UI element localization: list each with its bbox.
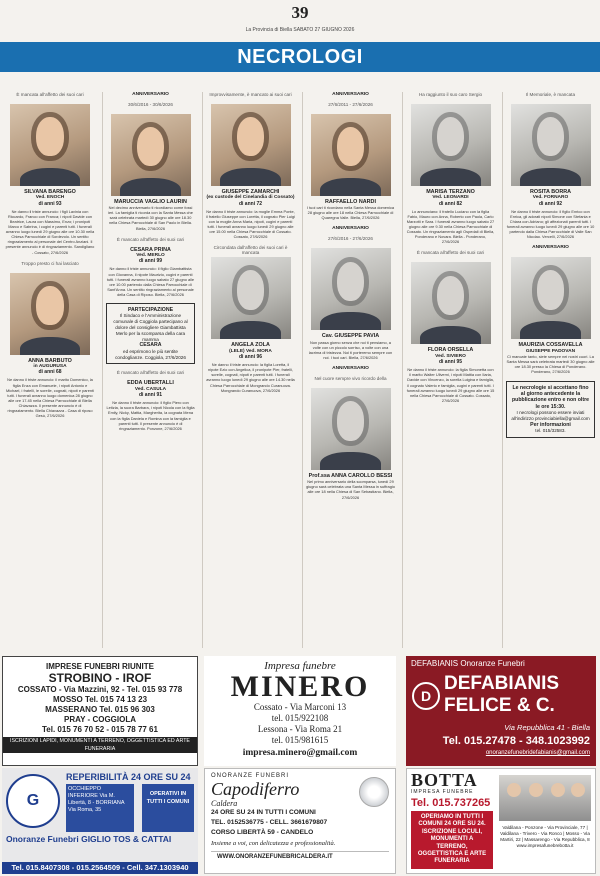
deceased-age: di anni 91 — [138, 392, 163, 399]
deceased-age: di anni 92 — [538, 200, 563, 207]
notice-text: Ci mancate tanto, siete sempre nei nostri cuori. La Santa Messa sarà celebrata martedì 30 giugno alle ore 18.30 presso la Chiesa di Ponderano. Ponderano, 27/6/2026 — [506, 354, 595, 375]
deceased-subtitle: Ved. ENOCH — [35, 195, 65, 201]
notice-heading: ANNIVERSARIO — [332, 366, 369, 372]
section-title: NECROLOGI — [0, 42, 600, 72]
ad-capodiferro[interactable] — [204, 768, 396, 874]
obituary-notice — [506, 245, 595, 374]
notice-column — [502, 92, 598, 648]
notice-heading: Troppo presto ci hai lasciato — [21, 260, 79, 266]
ad-botta-contact: Valdilana - Ponzone - Via Provinciale, 77 | Valdilana - Trivero - Via Ronco | Mosso - Via Martiri, 22 | Massarengo - Via Repubblica, 8 www.impresafunebrebotta.it — [500, 825, 590, 848]
notice-box-footer: ed esprimono le più sentite condoglianze. Coggiola, 27/6/2026 — [115, 348, 186, 360]
notice-heading: ANNIVERSARIO — [332, 92, 369, 97]
notice-heading: Improvvisamente, è mancato ai suoi cari — [209, 92, 292, 97]
notice-text: I tuoi cari ti ricordano nella Santa Messa domenica 28 giugno alle ore 18 nella Chiesa Parrocchiale di Quaregna Valle. Biella, 27/6/2026 — [306, 205, 395, 221]
notice-box-footer: tel. 015/32583. — [535, 428, 566, 434]
staff-photo — [499, 775, 591, 821]
deceased-name: MAURIZIA COSSAVELLA — [518, 342, 583, 349]
obituary-notice — [306, 92, 395, 220]
dateline: La Provincia di Biella SABATO 27 GIUGNO 2026 — [245, 27, 355, 33]
ad-capodiferro-name: Capodiferro — [211, 779, 300, 799]
obituary-notice — [106, 370, 195, 430]
notice-heading: ANNIVERSARIO — [132, 92, 169, 97]
deceased-name: SILVANA BARENGO — [24, 189, 76, 195]
ad-strobino-row3: MASSERANO Tel. 015 96 303 — [45, 705, 155, 714]
portrait-photo — [211, 104, 291, 186]
deceased-subtitle: (LELE) Ved. MORA — [229, 348, 272, 354]
ad-defabianis-tel: Tel. 015.27478 - 348.1023992 — [442, 735, 590, 747]
notice-heading-sub: 27/6/2011 - 27/6/2026 — [328, 102, 373, 107]
deceased-name: GIUSEPPE ZAMARCHI — [221, 189, 280, 195]
notice-heading: È mancato all'affetto dei suoi cari — [116, 370, 185, 376]
deceased-name: FLORA ORSELLA — [427, 347, 474, 354]
ad-botta[interactable] — [406, 768, 596, 874]
deceased-age: di anni 95 — [438, 359, 463, 366]
ad-strobino[interactable] — [2, 656, 198, 766]
notice-box-title: PARTECIPAZIONE — [127, 307, 174, 314]
ad-minero-l2: tel. 015/922108 — [271, 713, 329, 723]
portrait-photo — [111, 114, 191, 196]
ad-capodiferro-l3: CORSO LIBERTÀ 59 - CANDELO — [211, 829, 314, 836]
deceased-age: di anni 68 — [38, 369, 62, 376]
notice-text: Lo annunciano: il fratello Luciano con la figlia Fabio, Mauro con Anna, Roberto con Paola, Carlo Marzotti e Sara. I funerali avranno luogo sabato 27 giugno alle ore 9.30 nella Chiesa Parrocchiale di Cossato. Un ringraziamento agli Ospedali di Biella, Ponderano e Novara. Biella - Ponderano, 27/6/2026 — [406, 208, 495, 245]
ad-minero-name: MINERO — [230, 670, 370, 703]
notice-heading: Ha raggiunto il suo caro Sergio — [418, 92, 483, 97]
page-header — [0, 0, 600, 42]
deceased-age: di anni 99 — [138, 258, 163, 265]
notice-box-text: I necrologi possono essere inviati all'indirizzo provinciabiella@gmail.com — [511, 410, 590, 421]
ad-minero-l1: Cossato - Via Marconi 13 — [253, 702, 347, 712]
ad-strobino-row4: PRAY - COGGIOLA — [63, 715, 136, 724]
portrait-photo — [411, 104, 491, 186]
ad-giglio-square: OPERATIVI IN TUTTI I COMUNI — [142, 784, 194, 832]
deceased-name: MARISA TERZANO — [426, 189, 475, 195]
notice-heading: È mancato all'affetto dei suoi cari — [116, 236, 185, 242]
portrait-photo — [311, 114, 391, 196]
flower-icon — [359, 777, 389, 807]
ad-defabianis-name: DEFABIANIS FELICE & C. — [444, 673, 560, 716]
ad-giglio-name: Onoranze Funebri GIGLIO TOS & CATTAI — [6, 834, 172, 844]
portrait-photo — [511, 257, 591, 339]
notice-text: Nel primo anniversario della scomparsa, lunedì 29 giugno sarà celebrata una Santa Messa in suffragio alle ore 18 nella Chiesa di San Sebastiano. Biella, 27/6/2026 — [306, 479, 395, 500]
deceased-subtitle: Ved. FORNARO — [532, 195, 569, 201]
notice-heading: ANNIVERSARIO — [332, 226, 369, 232]
ad-capodiferro-l2: TEL. 0152536775 - CELL. 3661679807 — [211, 819, 328, 826]
ad-minero[interactable] — [204, 656, 396, 766]
deceased-age: di anni 72 — [238, 200, 263, 207]
deceased-age: di anni 82 — [438, 200, 463, 207]
deceased-name: Cav. GIUSEPPE PAVIA — [321, 333, 380, 340]
deceased-subtitle: (ex custode del Cinelandia di Cossato) — [206, 195, 295, 201]
deceased-name: RAFFAELLO NARDI — [325, 199, 376, 205]
deceased-name: Prof.ssa ANNA CAROLLO BESSI — [308, 473, 393, 480]
ad-giglio[interactable] — [2, 768, 198, 874]
deceased-name: ROSITA BORRA — [529, 189, 572, 195]
ad-strobino-line1: IMPRESE FUNEBRI RIUNITE — [45, 662, 154, 671]
deceased-name: MARUCCIA VAGLIO LAURIN — [114, 199, 187, 205]
notice-box-title: Le necrologie si accettano fino al giorno antecedente la pubblicazione entro e non oltre le ore 15:30. — [512, 384, 589, 410]
notice-column — [2, 92, 98, 648]
portrait-photo — [511, 104, 591, 186]
ad-capodiferro-top: ONORANZE FUNEBRI — [211, 773, 290, 779]
notice-column — [202, 92, 298, 648]
portrait-photo — [311, 248, 391, 330]
ad-strobino-row2: MOSSO Tel. 015 74 13 23 — [52, 695, 148, 704]
notice-box-name: Per informazioni — [530, 421, 571, 428]
notice-heading: Il Memoriale, è mancata — [525, 92, 576, 97]
obituary-notice — [106, 237, 195, 297]
notice-column — [302, 92, 398, 648]
notice-heading-sub: 27/6/2016 - 27/6/2026 — [328, 236, 373, 242]
ad-botta-sub: IMPRESA FUNEBRE — [411, 789, 474, 795]
page-number: 39 — [291, 3, 309, 22]
ad-minero-email: impresa.minero@gmail.com — [242, 748, 358, 758]
notice-box — [506, 381, 595, 438]
ad-botta-name: BOTTA — [411, 770, 478, 790]
ad-capodiferro-name2: Caldera — [211, 799, 238, 808]
ad-strobino-name: STROBINO - IROF — [48, 671, 152, 685]
ad-giglio-tel: Tel. 015.8407308 - 015.2564509 - Cell. 347.1303940 — [2, 862, 198, 874]
portrait-photo — [211, 257, 291, 339]
notice-heading: È mancata all'affetto dei suoi cari — [16, 92, 84, 97]
portrait-photo — [10, 273, 90, 355]
obituary-notice — [5, 92, 95, 255]
notice-box-name: CESARA — [139, 342, 162, 349]
deceased-name: CESARA PRINA — [130, 246, 171, 253]
deceased-subtitle: GIUSEPPE PADOVAN — [525, 348, 576, 354]
ad-botta-tel: Tel. 015.737265 — [411, 797, 491, 809]
obituary-notice — [206, 92, 295, 239]
notice-heading-sub: Nel cuore sempre vivo ricordo della — [314, 376, 387, 382]
notice-column — [102, 92, 198, 648]
obituary-notice — [206, 245, 295, 392]
deceased-name: EDDA UBERTALLI — [127, 380, 174, 387]
notice-text: Ne danno il triste annuncio: il figlio Piero con Letizia, la suora Barbara, i nipoti Nicola con la figlia Emily, Nicky, Mattia, Margherita, la cognata Mena con la figlia Daniela e Romina con la famiglia e parenti tutti. Il presente annuncio è di ringraziamento. Ponzone, 27/6/2026 — [106, 400, 195, 431]
deceased-age: di anni 93 — [38, 200, 62, 207]
ad-botta-services: OPERIAMO IN TUTTI I COMUNI 24 ORE SU 24. ISCRIZIONE LOCULI, MONUMENTI A TERRENO, OGGETTISTICA E ARTE FUNERARIA — [411, 811, 493, 869]
ad-capodiferro-l1: 24 ORE SU 24 IN TUTTI I COMUNI — [211, 809, 316, 816]
obituary-notice — [5, 261, 95, 419]
notice-text: Ne danno il triste annuncio: la moglie Emma Ponte, il fratello Giuseppe con Loretta, il cognato Pier Luigi con la moglie Anna Maria, nipoti, cugini e parenti tutti. I funerali avranno luogo lunedì 29 giugno alle ore 15.00 nella Chiesa Parrocchiale di Cossato. Cossato, 27/6/2026 — [206, 208, 295, 240]
ad-strobino-row5: Tel. 015 76 70 52 - 015 78 77 61 — [42, 725, 158, 734]
deceased-subtitle: Ved. CASULA — [134, 386, 167, 392]
obituary-notice — [406, 92, 495, 244]
deceased-age: di anni 96 — [238, 354, 263, 361]
deceased-subtitle: Ved. SIVIERO — [435, 353, 466, 359]
notice-heading: È mancata all'affetto dei suoi cari — [416, 250, 485, 256]
deceased-subtitle: Ved. LEONARDI — [432, 195, 469, 201]
notice-text: Ne danno il triste annuncio: il figlio Giambattista con Giovanna, il nipote Maurizio, cugini e parenti tutti. I funerali avranno luogo sabato 27 giugno alle ore 10.00 partendo dalla Chiesa Parrocchiale di Sant'Anna. Un sentito ringraziamento al personale della Casa di Riposo. Biella, 27/6/2026 — [106, 266, 195, 297]
notice-text: Ne danno il triste annuncio: la figlia Simonetta con il marito Walter Uliverni, i nipoti Mattia con Ilaria, Davide con Vincenzo, la sorella Luigina e famiglia, il cognato Valerio e famiglia, cugini e parenti tutti. I funerali avranno luogo lunedì 29 giugno alle ore 15 nella Chiesa Parrocchiale di Cossato. Cossato, 27/6/2026 — [406, 367, 495, 403]
ad-defabianis-top: DEFABIANIS Onoranze Funebri — [411, 659, 525, 668]
deceased-name: ANGELA ZOLA — [231, 342, 270, 349]
ad-defabianis-street: Via Repubblica 41 - Biella — [504, 723, 590, 732]
ad-minero-script: Impresa funebre — [264, 660, 336, 672]
notice-column — [402, 92, 498, 648]
ad-capodiferro-slogan: Insieme a voi, con delicatezza e professionalità. — [211, 840, 336, 847]
ad-giglio-top: REPERIBILITÀ 24 ORE SU 24 — [66, 772, 191, 782]
notice-heading-sub: 30/6/2016 - 30/6/2026 — [128, 102, 173, 107]
ad-strobino-footer: ISCRIZIONI LAPIDI, MONUMENTI A TERRENO, OGGETTISTICA ED ARTE FUNERARIA — [3, 737, 197, 753]
portrait-photo — [311, 388, 391, 470]
obituary-notice — [306, 366, 395, 500]
giglio-logo-icon: G — [6, 774, 60, 828]
ad-giglio-box: OCCHIEPPO INFERIORE Via M. Libertà, 8 - BORRIANA Via Roma, 35 — [66, 784, 134, 832]
defabianis-logo-icon: D — [412, 682, 440, 710]
notice-heading: ANNIVERSARIO — [532, 245, 569, 251]
deceased-name: ANNA BARBUTO — [28, 357, 72, 364]
notice-heading: Circondata dall'affetto dei suoi cari è mancata — [213, 245, 288, 256]
portrait-photo — [10, 104, 90, 186]
obituary-notice — [306, 226, 395, 360]
notices-grid — [0, 92, 600, 648]
ad-strobino-row1: COSSATO - Via Mazzini, 92 - Tel. 015 93 778 — [17, 685, 183, 694]
obituary-notice — [406, 250, 495, 402]
notice-text: Non passa giorno senza che noi ti pensiamo, a volte con un piccolo sorriso, a volte con una lacrima di tristezza. Noi ti porteremo sempre con noi. I tuoi cari. Biella, 27/6/2026 — [308, 339, 393, 360]
notice-text: Ne danno il triste annuncio: i figli Lavinia con Riccardo, Franco con Franca; i nipoti Davide con Beatrice, Laura con Massimo, Enzo; i pronipoti Marco e Sabrina, i cugini e parenti tutti. I funerali avranno luogo lunedì 29 giugno alle ore 10.30 nella Chiesa Parrocchiale di Sordevolo. Un sentito ringraziamento al personale del Centro Anziani. Il presente annuncio è di ringraziamento. Sandigliano - Cossato, 27/6/2026 — [5, 208, 95, 255]
obituary-notice — [106, 92, 195, 231]
notice-box-text: Il Sindaco e l'Amministrazione comunale di Coggiola partecipano al dolore del consigliere Giambattista Merlo per la scomparsa della cara mamma — [113, 313, 188, 342]
obituary-notice — [506, 92, 595, 239]
ad-defabianis[interactable] — [406, 656, 596, 766]
notice-text: Ne danno il triste annuncio: la figlia Loretta, il nipote Ezio con Angelica, il pronipote Pier, fratelli, sorelle, cognati, nipoti e parenti tutti. I funerali avranno luogo lunedì 29 giugno alle ore 14.30 nella Chiesa Parrocchiale di Mongrando Curanuova. Mongrando Curanuova, 27/6/2026 — [206, 362, 295, 393]
notice-text: Ne danno il triste annuncio: il figlio Enrico con Enrica, gli adorati nipoti Simone con Stefania e Chiara con Adriano; gli affezionati parenti tutti. I funerali avranno luogo lunedì 29 giugno alle ore 10 partendo dalla Chiesa Parrocchiale di Valle San Nicolao. Vercelli, 27/6/2026 — [506, 208, 595, 240]
ad-defabianis-email: onoranzefunebridefabianis@gmail.com — [485, 750, 590, 756]
notice-text: Nel decimo anniversario ti ricordiamo come fossi ieri. La famiglia ti ricorda con la Santa Messa che sarà celebrata martedì 30 giugno alle ore 18.30 nella Chiesa Parrocchiale di San Paolo in Biella. Biella, 27/6/2026 — [108, 205, 193, 231]
deceased-subtitle: in AUGURUSA — [33, 363, 67, 369]
deceased-subtitle: Ved. MERLO — [136, 252, 165, 258]
ad-capodiferro-web: WWW.ONORANZEFUNEBRICALDERA.IT — [211, 851, 389, 860]
portrait-photo — [411, 262, 491, 344]
ads-area — [0, 650, 600, 876]
notice-text: Ne danno il triste annuncio: il marito Domenico, la figlia Enza con Emanuele, i nipoti Antonio e Michael, i fratelli, le sorelle, cognati, nipoti e parenti tutti. I funerali avranno luogo domenica 28 giugno alle ore 17.45 nella Chiesa Parrocchiale di Biella Chiavazza. Il presente annuncio è di ringraziamento. Biella Chiavazza - Casa di riposo Gesù, 27/6/2026 — [5, 377, 95, 419]
ad-minero-l4: tel. 015/981615 — [271, 735, 329, 745]
notice-box — [106, 303, 195, 364]
ad-minero-l3: Lessona - Via Roma 21 — [257, 724, 343, 734]
